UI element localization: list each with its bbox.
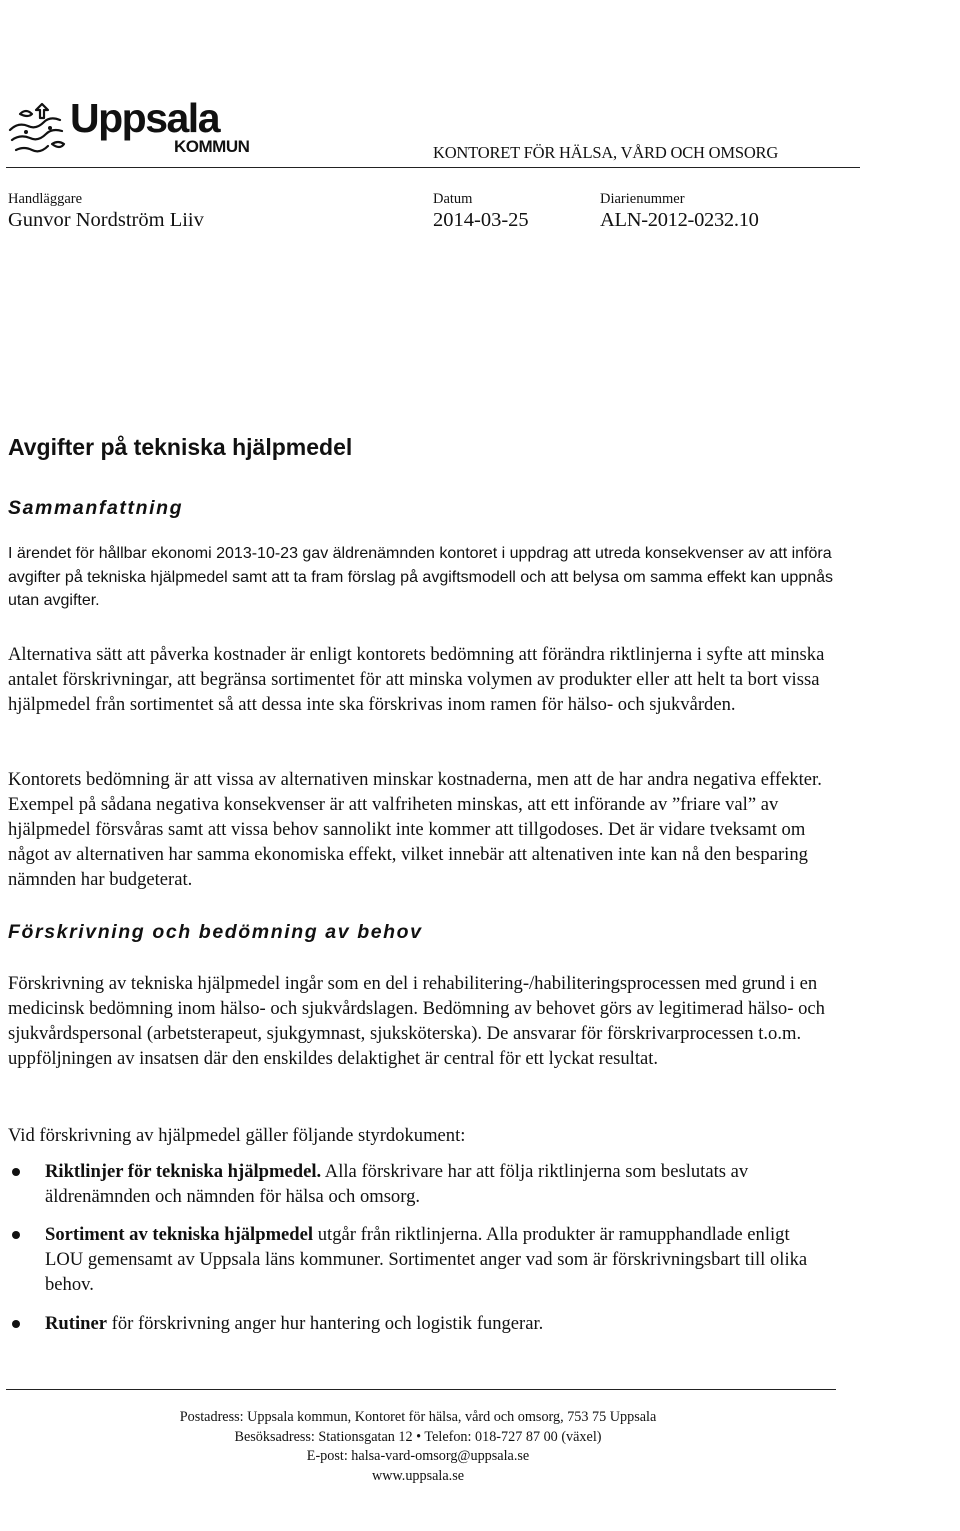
bullet-text xyxy=(45,1222,825,1297)
date-value: 2014-03-25 xyxy=(433,209,529,231)
uppsala-coat-of-arms-icon xyxy=(6,100,68,160)
footer-divider xyxy=(6,1389,836,1390)
bullet-rest: utgår från riktlinjerna. Alla produkter är ramupphandlade enligt LOU gemensamt av Uppsala läns kommuner. Sortimentet anger vad som är förskrivningsbart till olika behov. xyxy=(45,1224,808,1295)
summary-paragraph-3: Kontorets bedömning är att vissa av alternativen minskar kostnaderna, men att de har andra negativa effekter. Exempel på sådana negativa konsekvenser är att valfriheten minskas, att ett införande av ”friare val” av hjälpmedel försvåras samt att vissa behov sannolikt inte kommer att tillgodoses. Det är vidare tveksamt om något av alternativen har samma ekonomiska effekt, vilket innebär att altenativen inte kan nå den besparing nämnden har budgeterat. xyxy=(8,769,822,890)
section-heading-summary: Sammanfattning xyxy=(8,497,184,519)
uppsala-kommun-logo xyxy=(6,95,250,162)
department-name: KONTORET FÖR HÄLSA, VÅRD OCH OMSORG xyxy=(433,143,779,162)
document-title: Avgifter på tekniska hjälpmedel xyxy=(8,434,353,460)
bullet-text xyxy=(45,1311,825,1336)
section-heading-prescription: Förskrivning och bedömning av behov xyxy=(8,921,423,943)
bullet-text xyxy=(45,1159,825,1209)
footer xyxy=(0,1408,836,1486)
prescription-paragraph-1: Förskrivning av tekniska hjälpmedel ingår som en del i rehabilitering-/habiliteringsprocessen med grund i en medicinsk bedömning inom hälso- och sjukvårdslagen. Bedömning av behovet görs av legitimerad hälso- och sjukvårdspersonal (arbetsterapeut, sjukgymnast, sjuksköterska). De ansvarar för förskrivarprocessen t.o.m. uppföljningen av insatsen där den enskildes delaktighet är central för ett lyckat resultat. xyxy=(8,973,825,1069)
reg-number-label: Diarienummer xyxy=(600,191,685,207)
bullet-bold: Riktlinjer för tekniska hjälpmedel. xyxy=(45,1161,322,1182)
summary-paragraph-2: Alternativa sätt att påverka kostnader är enligt kontorets bedömning att förändra riktlinjerna i syfte att minska antalet förskrivningar, att begränsa sortimentet för att minska volymen av produkter eller att helt ta bort vissa hjälpmedel från sortimentet så att dessa inte ska förskrivas inom ramen för hälso- och sjukvården. xyxy=(8,644,825,715)
bullet-rest: för förskrivning anger hur hantering och logistik fungerar. xyxy=(106,1313,544,1334)
bullet-bold: Rutiner xyxy=(45,1313,107,1334)
bullet-icon xyxy=(12,1231,20,1239)
bullet-bold: Sortiment av tekniska hjälpmedel xyxy=(45,1224,314,1245)
summary-paragraph-1: I ärendet för hållbar ekonomi 2013-10-23 gav äldrenämnden kontoret i uppdrag att utreda konsekvenser av att införa avgifter på tekniska hjälpmedel samt att ta fram förslag på avgiftsmodell och att belysa om samma effekt kan uppnås utan avgifter. xyxy=(8,545,834,609)
handler-value: Gunvor Nordström Liiv xyxy=(8,209,204,231)
footer-email: E-post: halsa-vard-omsorg@uppsala.se xyxy=(306,1448,530,1464)
header-divider xyxy=(6,167,860,168)
logo-subtitle: KOMMUN xyxy=(174,137,250,156)
logo-wordmark: Uppsala xyxy=(70,95,219,141)
footer-postal-address: Postadress: Uppsala kommun, Kontoret för hälsa, vård och omsorg, 753 75 Uppsala xyxy=(179,1409,657,1425)
handler-label: Handläggare xyxy=(8,191,83,207)
bullet-rest: Alla förskrivare har att följa riktlinjerna som beslutats av äldrenämnden och nämnden för hälsa och omsorg. xyxy=(45,1161,749,1207)
footer-website: www.uppsala.se xyxy=(371,1467,465,1484)
bullet-icon xyxy=(12,1168,20,1176)
date-label: Datum xyxy=(433,191,473,207)
bullet-icon xyxy=(12,1320,20,1328)
prescription-paragraph-2: Vid förskrivning av hjälpmedel gäller följande styrdokument: xyxy=(8,1125,466,1146)
footer-visiting-address: Besöksadress: Stationsgatan 12 • Telefon: 018-727 87 00 (växel) xyxy=(234,1428,602,1445)
reg-number-value: ALN-2012-0232.10 xyxy=(600,209,759,231)
